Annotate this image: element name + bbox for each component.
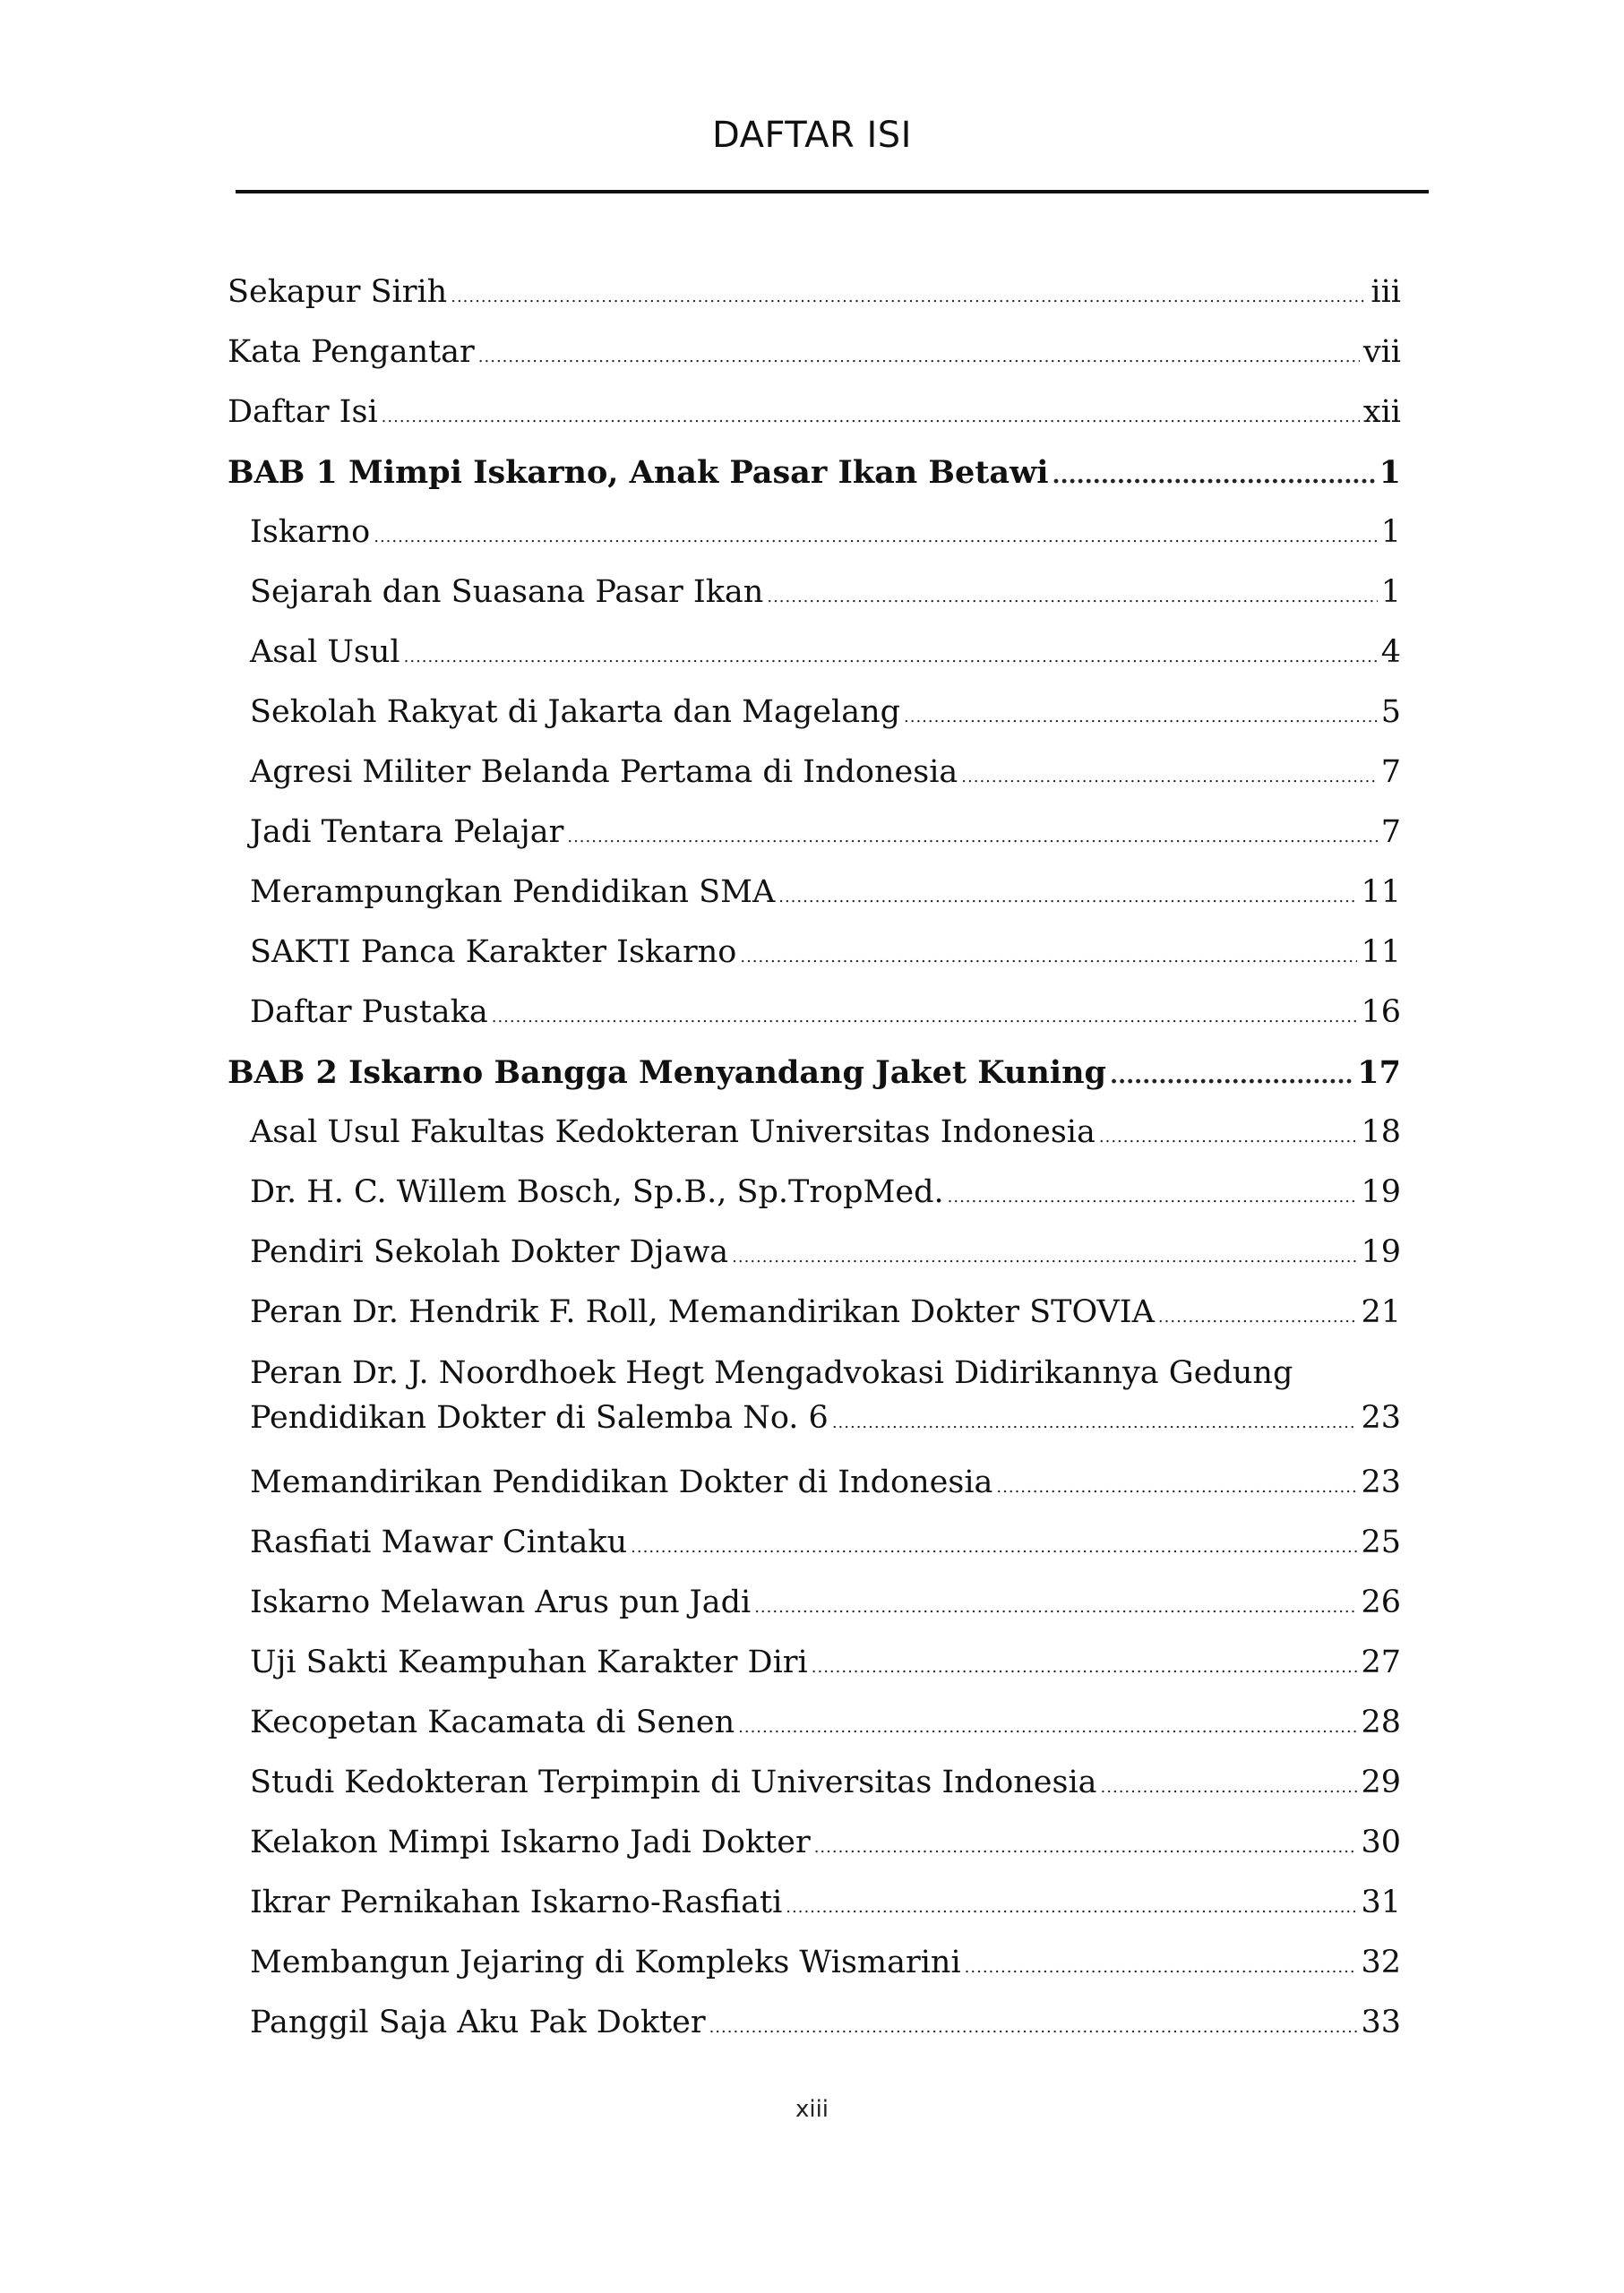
dot-leader bbox=[965, 1937, 1358, 1997]
toc-entry-section[interactable] bbox=[228, 1993, 1401, 2053]
toc-entry-title: Jadi Tentara Pelajar bbox=[250, 814, 564, 850]
dot-leader bbox=[786, 1877, 1357, 1937]
toc-entry-page: 26 bbox=[1361, 1584, 1401, 1620]
toc-entry-section[interactable] bbox=[228, 683, 1401, 743]
toc-entry-title: Panggil Saja Aku Pak Dokter bbox=[250, 2005, 706, 2040]
dot-leader bbox=[814, 1817, 1358, 1877]
dot-leader bbox=[996, 1457, 1357, 1517]
toc-entry-title: Asal Usul bbox=[250, 634, 400, 670]
toc-entry-title: SAKTI Panca Karakter Iskarno bbox=[250, 934, 737, 970]
dot-leader bbox=[1110, 1046, 1353, 1106]
toc-entry-title: Ikrar Pernikahan Iskarno-Rasfiati bbox=[250, 1885, 783, 1920]
toc-entry-chapter[interactable] bbox=[228, 442, 1401, 502]
toc-entry-title: Daftar Pustaka bbox=[250, 994, 488, 1030]
toc-entry-title: Sejarah dan Suasana Pasar Ikan bbox=[250, 574, 764, 610]
toc-entry-page: 33 bbox=[1361, 2005, 1401, 2040]
toc-entry-title: BAB 2 Iskarno Bangga Menyandang Jaket Kuning bbox=[228, 1054, 1107, 1091]
dot-leader bbox=[631, 1517, 1357, 1577]
toc-entry-title: Kecopetan Kacamata di Senen bbox=[250, 1705, 735, 1740]
toc-entry-section[interactable] bbox=[228, 1933, 1401, 1993]
toc-entry-section[interactable] bbox=[228, 1693, 1401, 1753]
toc-entry-section[interactable] bbox=[228, 563, 1401, 623]
dot-leader bbox=[948, 1167, 1358, 1227]
toc-entry-page: 16 bbox=[1361, 994, 1401, 1030]
toc-entry-section[interactable] bbox=[228, 863, 1401, 923]
toc-entry-page: vii bbox=[1362, 334, 1401, 370]
toc-entry-front[interactable] bbox=[228, 262, 1401, 322]
toc-entry-page: 27 bbox=[1361, 1645, 1401, 1680]
dot-leader bbox=[478, 327, 1360, 387]
toc-entry-title: Iskarno Melawan Arus pun Jadi bbox=[250, 1584, 752, 1620]
dot-leader bbox=[567, 807, 1377, 867]
toc-entry-title: Merampungkan Pendidikan SMA bbox=[250, 874, 776, 910]
toc-entry-section[interactable] bbox=[228, 1513, 1401, 1573]
table-of-contents bbox=[228, 262, 1401, 2053]
toc-entry-title: Peran Dr. Hendrik F. Roll, Memandirikan Dokter STOVIA bbox=[250, 1294, 1155, 1330]
toc-entry-title: Membangun Jejaring di Kompleks Wismarini bbox=[250, 1945, 961, 1980]
toc-entry-page: 1 bbox=[1379, 454, 1401, 491]
dot-leader bbox=[451, 267, 1367, 327]
toc-entry-page: 28 bbox=[1361, 1705, 1401, 1740]
toc-entry-section[interactable] bbox=[228, 743, 1401, 803]
toc-entry-title: Daftar Isi bbox=[228, 394, 378, 430]
toc-entry-page: 11 bbox=[1361, 874, 1401, 910]
dot-leader bbox=[778, 867, 1357, 927]
toc-entry-title: Kelakon Mimpi Iskarno Jadi Dokter bbox=[250, 1825, 811, 1860]
toc-entry-page: 29 bbox=[1361, 1765, 1401, 1800]
dot-leader bbox=[832, 1401, 1358, 1446]
toc-entry-title: Memandirikan Pendidikan Dokter di Indonesia bbox=[250, 1464, 993, 1500]
toc-entry-page: 19 bbox=[1361, 1234, 1401, 1270]
dot-leader bbox=[492, 987, 1358, 1047]
toc-entry-section[interactable] bbox=[228, 1453, 1401, 1513]
toc-entry-section[interactable] bbox=[228, 1753, 1401, 1813]
toc-entry-title: Peran Dr. J. Noordhoek Hegt Mengadvokasi Didirikannya Gedung bbox=[250, 1355, 1293, 1391]
toc-entry-section[interactable] bbox=[228, 803, 1401, 863]
toc-entry-title: Iskarno bbox=[250, 514, 371, 550]
page-number: xiii bbox=[795, 2096, 829, 2123]
toc-entry-title: Kata Pengantar bbox=[228, 334, 475, 370]
dot-leader bbox=[732, 1227, 1357, 1287]
toc-entry-page: 31 bbox=[1361, 1885, 1401, 1920]
toc-entry-page: 11 bbox=[1361, 934, 1401, 970]
toc-entry-title: Studi Kedokteran Terpimpin di Universitas Indonesia bbox=[250, 1765, 1097, 1800]
dot-leader bbox=[1099, 1107, 1358, 1167]
toc-entry-section[interactable] bbox=[228, 983, 1401, 1043]
toc-entry-page: 18 bbox=[1361, 1114, 1401, 1150]
toc-entry-title: Dr. H. C. Willem Bosch, Sp.B., Sp.TropMed. bbox=[250, 1174, 944, 1210]
toc-entry-page: 23 bbox=[1361, 1464, 1401, 1500]
toc-entry-page: 21 bbox=[1361, 1294, 1401, 1330]
toc-entry-section[interactable] bbox=[228, 1223, 1401, 1283]
toc-entry-page: 7 bbox=[1380, 754, 1401, 790]
dot-leader bbox=[738, 1697, 1357, 1757]
toc-entry-page: 25 bbox=[1361, 1524, 1401, 1560]
toc-entry-section[interactable] bbox=[228, 1813, 1401, 1873]
dot-leader bbox=[812, 1637, 1358, 1697]
dot-leader bbox=[1158, 1287, 1358, 1347]
toc-entry-front[interactable] bbox=[228, 382, 1401, 442]
dot-leader bbox=[374, 507, 1378, 567]
toc-entry-title: Sekolah Rakyat di Jakarta dan Magelang bbox=[250, 694, 901, 730]
header-rule bbox=[236, 190, 1429, 193]
toc-entry-title: Rasfiati Mawar Cintaku bbox=[250, 1524, 628, 1560]
dot-leader bbox=[961, 747, 1377, 807]
toc-entry-page: 23 bbox=[1361, 1400, 1401, 1436]
dot-leader bbox=[404, 627, 1378, 687]
toc-entry-section[interactable] bbox=[228, 1163, 1401, 1223]
dot-leader bbox=[1101, 1757, 1358, 1817]
toc-entry-page: 32 bbox=[1361, 1945, 1401, 1980]
dot-leader bbox=[709, 1997, 1358, 2057]
toc-entry-section[interactable] bbox=[228, 502, 1401, 563]
toc-entry-section[interactable] bbox=[228, 1343, 1401, 1453]
toc-entry-section[interactable] bbox=[228, 923, 1401, 983]
toc-entry-page: xii bbox=[1362, 394, 1401, 430]
dot-leader bbox=[1053, 446, 1376, 506]
toc-entry-section[interactable] bbox=[228, 1103, 1401, 1163]
toc-entry-title: Sekapur Sirih bbox=[228, 274, 448, 310]
toc-entry-page: 5 bbox=[1380, 694, 1401, 730]
toc-entry-page: 19 bbox=[1361, 1174, 1401, 1210]
toc-entry-title-continued: Pendidikan Dokter di Salemba No. 6 bbox=[250, 1400, 829, 1436]
toc-entry-title: Uji Sakti Keampuhan Karakter Diri bbox=[250, 1645, 808, 1680]
dot-leader bbox=[904, 687, 1378, 747]
toc-entry-page: 30 bbox=[1361, 1825, 1401, 1860]
toc-entry-title: Agresi Militer Belanda Pertama di Indonesia bbox=[250, 754, 958, 790]
toc-entry-title: Pendiri Sekolah Dokter Djawa bbox=[250, 1234, 729, 1270]
toc-entry-section[interactable] bbox=[228, 1283, 1401, 1343]
toc-entry-section[interactable] bbox=[228, 1633, 1401, 1693]
toc-entry-page: 4 bbox=[1380, 634, 1401, 670]
toc-entry-chapter[interactable] bbox=[228, 1043, 1401, 1103]
dot-leader bbox=[754, 1577, 1357, 1637]
toc-entry-page: 1 bbox=[1380, 514, 1401, 550]
toc-entry-section[interactable] bbox=[228, 623, 1401, 683]
dot-leader bbox=[382, 387, 1360, 447]
toc-entry-section[interactable] bbox=[228, 1873, 1401, 1933]
toc-entry-page: 17 bbox=[1357, 1054, 1401, 1091]
dot-leader bbox=[740, 927, 1357, 987]
toc-entry-title: BAB 1 Mimpi Iskarno, Anak Pasar Ikan Betawi bbox=[228, 454, 1049, 491]
toc-entry-page: iii bbox=[1371, 274, 1401, 310]
toc-entry-section[interactable] bbox=[228, 1573, 1401, 1633]
dot-leader bbox=[767, 567, 1377, 627]
toc-entry-front[interactable] bbox=[228, 322, 1401, 382]
toc-entry-page: 7 bbox=[1380, 814, 1401, 850]
page-title: DAFTAR ISI bbox=[712, 115, 912, 156]
toc-entry-title: Asal Usul Fakultas Kedokteran Universitas Indonesia bbox=[250, 1114, 1096, 1150]
toc-entry-page: 1 bbox=[1380, 574, 1401, 610]
